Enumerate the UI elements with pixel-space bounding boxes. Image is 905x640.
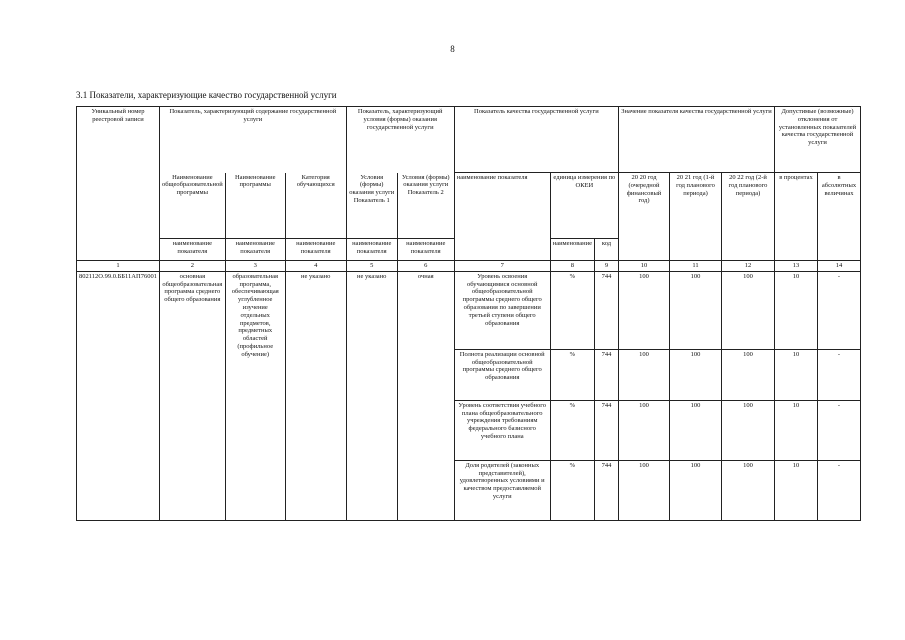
col-number: 5 [346, 261, 397, 272]
header-content-group: Показатель, характеризующий содержание государственной услуги [159, 107, 346, 173]
header-unit-code: код [595, 239, 619, 261]
header-quality-group: Показатель качества государственной услуги [454, 107, 618, 173]
header-c1-label: наименование показателя [159, 239, 225, 261]
col-number: 6 [397, 261, 454, 272]
col-number: 8 [550, 261, 594, 272]
indicator-value-1: 100 [619, 271, 670, 349]
header-c5-name: Условия (формы) оказания услуги Показатель 2 [397, 173, 454, 239]
record-condition-2: очная [397, 271, 454, 520]
quality-indicators-table [76, 106, 861, 521]
header-c2-name: Наименование программы [225, 173, 285, 239]
indicator-unit: % [550, 349, 594, 400]
header-unit-group: единица измерения по ОКЕИ [550, 173, 618, 239]
header-c4-label: наименование показателя [346, 239, 397, 261]
record-category: не указано [285, 271, 346, 520]
header-value-group: Значение показателя качества государственной услуги [619, 107, 775, 173]
indicator-value-1: 100 [619, 400, 670, 460]
header-c5-label: наименование показателя [397, 239, 454, 261]
col-number: 2 [159, 261, 225, 272]
col-number: 13 [775, 261, 818, 272]
header-c1-name: Наименование общеобразовательной программы [159, 173, 225, 239]
indicator-value-3: 100 [722, 460, 775, 520]
col-number: 3 [225, 261, 285, 272]
col-number: 1 [77, 261, 160, 272]
indicator-unit: % [550, 271, 594, 349]
indicator-name: Доля родителей (законных представителей), удовлетворенных условиями и качеством предоставляемой услуги [454, 460, 550, 520]
record-id: 802112О.99.0.ББ11АП76001 [77, 271, 160, 520]
indicator-name: Уровень освоения обучающимися основной общеобразовательной программы среднего общего образования по завершении третьей ступени общего образования [454, 271, 550, 349]
indicator-dev-pct: 10 [775, 271, 818, 349]
indicator-code: 744 [595, 271, 619, 349]
indicator-code: 744 [595, 400, 619, 460]
indicator-value-2: 100 [670, 460, 722, 520]
indicator-dev-abs: - [818, 400, 861, 460]
record-program: основная общеобразовательная программа среднего общего образования [159, 271, 225, 520]
header-year-3: 20 22 год (2-й год планового периода) [722, 173, 775, 261]
indicator-name: Полнота реализации основной общеобразовательной программы среднего общего образования [454, 349, 550, 400]
indicator-code: 744 [595, 349, 619, 400]
header-c3-label: наименование показателя [285, 239, 346, 261]
col-number: 11 [670, 261, 722, 272]
header-dev-abs: в абсолютных величинах [818, 173, 861, 261]
indicator-value-3: 100 [722, 349, 775, 400]
indicator-value-1: 100 [619, 349, 670, 400]
indicator-value-2: 100 [670, 400, 722, 460]
indicator-dev-pct: 10 [775, 460, 818, 520]
col-number: 7 [454, 261, 550, 272]
indicator-value-2: 100 [670, 349, 722, 400]
header-year-1: 20 20 год (очередной финансовый год) [619, 173, 670, 261]
header-conditions-group: Показатель, характеризующий условия (формы) оказания государственной услуги [346, 107, 454, 173]
page-number: 8 [450, 44, 455, 54]
col-number: 12 [722, 261, 775, 272]
header-indicator-name: наименование показателя [454, 173, 550, 261]
col-number: 14 [818, 261, 861, 272]
table-row [77, 271, 861, 349]
column-number-row [77, 261, 861, 272]
header-unit-name: наименование [550, 239, 594, 261]
col-number: 9 [595, 261, 619, 272]
indicator-value-3: 100 [722, 400, 775, 460]
indicator-dev-abs: - [818, 271, 861, 349]
indicator-value-2: 100 [670, 271, 722, 349]
indicator-value-3: 100 [722, 271, 775, 349]
indicator-dev-abs: - [818, 460, 861, 520]
header-year-2: 20 21 год (1-й год планового периода) [670, 173, 722, 261]
header-unique-number: Уникальный номер реестровой записи [77, 107, 160, 261]
indicator-unit: % [550, 460, 594, 520]
header-c2-label: наименование показателя [225, 239, 285, 261]
indicator-dev-abs: - [818, 349, 861, 400]
header-c3-name: Категория обучающихся [285, 173, 346, 239]
record-program-type: образовательная программа, обеспечивающая углубленное изучение отдельных предметов, предметных областей (профильное обучение) [225, 271, 285, 520]
indicator-code: 744 [595, 460, 619, 520]
header-c4-name: Условия (формы) оказания услуги Показатель 1 [346, 173, 397, 239]
indicator-name: Уровень соответствия учебного плана общеобразовательного учреждения требованиям федерального базисного учебного плана [454, 400, 550, 460]
col-number: 4 [285, 261, 346, 272]
record-condition-1: не указано [346, 271, 397, 520]
indicator-unit: % [550, 400, 594, 460]
indicator-dev-pct: 10 [775, 349, 818, 400]
indicator-dev-pct: 10 [775, 400, 818, 460]
header-dev-pct: в процентах [775, 173, 818, 261]
section-title: 3.1 Показатели, характеризующие качество государственной услуги [76, 90, 337, 100]
indicator-value-1: 100 [619, 460, 670, 520]
header-deviation-group: Допустимые (возможные) отклонения от установленных показателей качества государственной услуги [775, 107, 861, 173]
col-number: 10 [619, 261, 670, 272]
